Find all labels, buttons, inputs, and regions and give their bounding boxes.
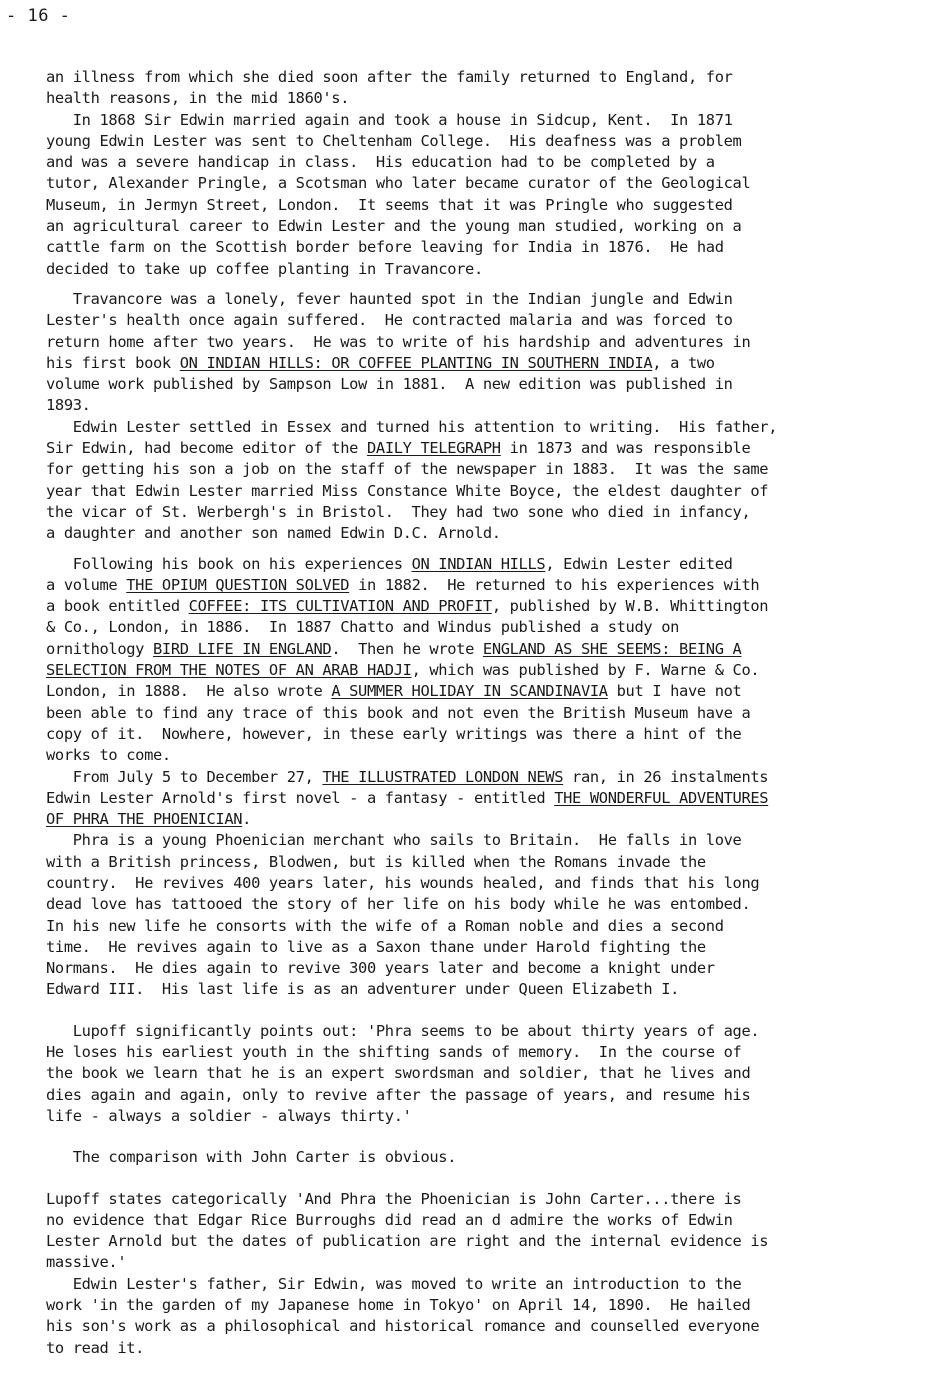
text-line <box>46 873 916 894</box>
paragraph-9 <box>46 1147 916 1168</box>
text-line <box>46 852 916 873</box>
text-run: Sir Edwin, had become editor of the <box>46 439 367 458</box>
text-run: Edward III. His last life is as an adventurer under Queen Elizabeth I. <box>46 980 680 999</box>
text-line <box>46 131 916 152</box>
text-line <box>46 958 916 979</box>
underlined-title: DAILY TELEGRAPH <box>366 439 501 458</box>
text-run: health reasons, in the mid 1860's. <box>46 89 350 108</box>
text-run: Normans. He dies again to revive 300 years later and become a knight under <box>46 959 715 978</box>
text-line <box>46 617 916 638</box>
text-run: young Edwin Lester was sent to Cheltenham College. His deafness was a problem <box>46 131 742 150</box>
text-line <box>46 332 916 353</box>
text-line <box>46 395 916 416</box>
text-line <box>46 88 916 109</box>
text-line <box>46 916 916 937</box>
text-run: work 'in the garden of my Japanese home in Tokyo' on April 14, 1890. He hailed <box>46 1296 751 1315</box>
text-run: volume work published by Sampson Low in 1881. A new edition was published in <box>46 375 733 394</box>
text-line <box>46 67 916 88</box>
text-line <box>46 575 916 596</box>
text-run: From July 5 to December 27, <box>46 767 323 786</box>
paragraph-7 <box>46 830 916 1000</box>
text-line <box>46 1085 916 1106</box>
text-line <box>46 1042 916 1063</box>
text-line <box>46 374 916 395</box>
text-run: London, in 1888. He also wrote <box>46 682 332 701</box>
text-run: but I have not <box>607 682 742 701</box>
text-line <box>46 1316 916 1337</box>
text-line <box>46 1021 916 1042</box>
text-run: . <box>242 810 252 829</box>
text-run: Lupoff states categorically 'And Phra the Phoenician is John Carter...there is <box>46 1189 742 1208</box>
paragraph-8 <box>46 1021 916 1127</box>
text-line <box>46 216 916 237</box>
text-run: been able to find any trace of this book and not even the British Museum have a <box>46 703 751 722</box>
text-run: an agricultural career to Edwin Lester and the young man studied, working on a <box>46 217 742 236</box>
text-run: The comparison with John Carter is obvious. <box>46 1148 457 1167</box>
underlined-title: SELECTION FROM THE NOTES OF AN ARAB HADJI <box>46 661 412 680</box>
text-run: Lester Arnold but the dates of publication are right and the internal evidence is <box>46 1232 769 1251</box>
text-line <box>46 1106 916 1127</box>
text-run: Lester's health once again suffered. He contracted malaria and was forced to <box>46 311 733 330</box>
text-line <box>46 894 916 915</box>
text-line <box>46 481 916 502</box>
text-line <box>46 417 916 438</box>
text-run: to read it. <box>46 1338 145 1357</box>
text-line <box>46 195 916 216</box>
text-line <box>46 1274 916 1295</box>
underlined-title: THE OPIUM QUESTION SOLVED <box>126 575 350 594</box>
text-run: , Edwin Lester edited <box>545 554 733 573</box>
text-run: In 1868 Sir Edwin married again and took a house in Sidcup, Kent. In 1871 <box>46 110 733 129</box>
text-run: works to come. <box>46 746 171 765</box>
text-run: , which was published by F. Warne & Co. <box>411 661 760 680</box>
paragraph-gap <box>46 280 916 289</box>
underlined-title: ON INDIAN HILLS: OR COFFEE PLANTING IN SOUTHERN INDIA <box>179 353 653 372</box>
text-line <box>46 523 916 544</box>
text-run: life - always a soldier - always thirty.' <box>46 1106 412 1125</box>
text-run: Phra is a young Phoenician merchant who sails to Britain. He falls in love <box>46 831 742 850</box>
paragraph-gap <box>46 545 916 554</box>
text-run: , a two <box>652 353 715 372</box>
text-run: his son's work as a philosophical and historical romance and counselled everyone <box>46 1317 760 1336</box>
text-run: 1893. <box>46 396 91 415</box>
text-line <box>46 703 916 724</box>
text-line <box>46 596 916 617</box>
text-run: an illness from which she died soon after the family returned to England, for <box>46 68 733 86</box>
text-line <box>46 639 916 660</box>
text-run: Museum, in Jermyn Street, London. It seems that it was Pringle who suggested <box>46 195 733 214</box>
underlined-title: COFFEE: ITS CULTIVATION AND PROFIT <box>188 597 492 616</box>
text-run: . Then he wrote <box>331 639 483 658</box>
text-line <box>46 1231 916 1252</box>
text-run: dies again and again, only to revive after the passage of years, and resume his <box>46 1085 751 1104</box>
text-line <box>46 110 916 131</box>
text-line <box>46 681 916 702</box>
text-run: a book entitled <box>46 597 189 616</box>
paragraph-gap <box>46 1127 916 1147</box>
text-run: Following his book on his experiences <box>46 554 412 573</box>
text-run: Edwin Lester Arnold's first novel - a fantasy - entitled <box>46 788 555 807</box>
text-run: his first book <box>46 353 180 372</box>
text-run: and was a severe handicap in class. His education had to be completed by a <box>46 153 715 172</box>
paragraph-5 <box>46 554 916 767</box>
text-run: in 1873 and was responsible <box>500 439 751 458</box>
text-line <box>46 745 916 766</box>
text-run: He loses his earliest youth in the shifting sands of memory. In the course of <box>46 1043 742 1062</box>
underlined-title: ON INDIAN HILLS <box>411 554 546 573</box>
text-line <box>46 353 916 374</box>
text-line <box>46 1189 916 1210</box>
body-text <box>46 67 916 1359</box>
underlined-title: ENGLAND AS SHE SEEMS: BEING A <box>482 639 742 658</box>
paragraph-4 <box>46 417 916 545</box>
text-run: tutor, Alexander Pringle, a Scotsman who later became curator of the Geological <box>46 174 751 193</box>
text-run: massive.' <box>46 1253 127 1272</box>
paragraph-2 <box>46 110 916 280</box>
text-line <box>46 173 916 194</box>
text-line <box>46 152 916 173</box>
text-line <box>46 1252 916 1273</box>
paragraph-6 <box>46 767 916 831</box>
underlined-title: THE WONDERFUL ADVENTURES <box>554 788 769 807</box>
text-run: year that Edwin Lester married Miss Constance White Boyce, the eldest daughter of <box>46 481 769 500</box>
text-line <box>46 1338 916 1359</box>
text-run: the vicar of St. Werbergh's in Bristol. They had two sone who died in infancy, <box>46 502 751 521</box>
text-line <box>46 554 916 575</box>
text-run: Lupoff significantly points out: 'Phra seems to be about thirty years of age. <box>46 1021 760 1040</box>
text-line <box>46 237 916 258</box>
text-run: no evidence that Edgar Rice Burroughs did read an d admire the works of Edwin <box>46 1210 733 1229</box>
text-run: Edwin Lester's father, Sir Edwin, was moved to write an introduction to the <box>46 1274 742 1293</box>
text-run: for getting his son a job on the staff of the newspaper in 1883. It was the same <box>46 460 769 479</box>
paragraph-1 <box>46 67 916 110</box>
text-line <box>46 724 916 745</box>
paragraph-gap <box>46 1001 916 1021</box>
text-line <box>46 809 916 830</box>
text-run: time. He revives again to live as a Saxon thane under Harold fighting the <box>46 937 706 956</box>
text-run: copy of it. Nowhere, however, in these early writings was there a hint of the <box>46 724 742 743</box>
text-run: decided to take up coffee planting in Travancore. <box>46 259 483 278</box>
text-run: dead love has tattooed the story of her life on his body while he was entombed. <box>46 895 751 914</box>
page-number: - 16 - <box>6 6 71 26</box>
underlined-title: OF PHRA THE PHOENICIAN <box>46 810 243 829</box>
text-line <box>46 438 916 459</box>
text-line <box>46 937 916 958</box>
text-run: country. He revives 400 years later, his wounds healed, and finds that his long <box>46 873 760 892</box>
text-run: Travancore was a lonely, fever haunted spot in the Indian jungle and Edwin <box>46 289 733 308</box>
text-line <box>46 459 916 480</box>
underlined-title: THE ILLUSTRATED LONDON NEWS <box>322 767 564 786</box>
text-run: with a British princess, Blodwen, but is killed when the Romans invade the <box>46 852 706 871</box>
text-run: cattle farm on the Scottish border before leaving for India in 1876. He had <box>46 238 724 257</box>
text-line <box>46 1147 916 1168</box>
text-line <box>46 289 916 310</box>
underlined-title: BIRD LIFE IN ENGLAND <box>153 639 332 658</box>
text-run: a volume <box>46 575 127 594</box>
text-run: a daughter and another son named Edwin D.C. Arnold. <box>46 524 501 543</box>
text-run: Edwin Lester settled in Essex and turned his attention to writing. His father, <box>46 417 778 436</box>
underlined-title: A SUMMER HOLIDAY IN SCANDINAVIA <box>331 682 608 701</box>
text-run: return home after two years. He was to write of his hardship and adventures in <box>46 332 751 351</box>
text-line <box>46 767 916 788</box>
paragraph-gap <box>46 1169 916 1189</box>
text-line <box>46 1210 916 1231</box>
text-line <box>46 1063 916 1084</box>
text-run: & Co., London, in 1886. In 1887 Chatto and Windus published a study on <box>46 618 680 637</box>
text-run: in 1882. He returned to his experiences with <box>349 575 760 594</box>
text-run: the book we learn that he is an expert swordsman and soldier, that he lives and <box>46 1064 751 1083</box>
text-line <box>46 259 916 280</box>
text-line <box>46 310 916 331</box>
text-line <box>46 502 916 523</box>
text-run: In his new life he consorts with the wife of a Roman noble and dies a second <box>46 916 724 935</box>
text-line <box>46 1295 916 1316</box>
text-line <box>46 979 916 1000</box>
paragraph-10 <box>46 1189 916 1274</box>
text-run: , published by W.B. Whittington <box>491 597 769 616</box>
text-line <box>46 660 916 681</box>
paragraph-11 <box>46 1274 916 1359</box>
text-line <box>46 788 916 809</box>
text-line <box>46 830 916 851</box>
paragraph-3 <box>46 289 916 417</box>
text-run: ornithology <box>46 639 153 658</box>
text-run: ran, in 26 instalments <box>563 767 769 786</box>
